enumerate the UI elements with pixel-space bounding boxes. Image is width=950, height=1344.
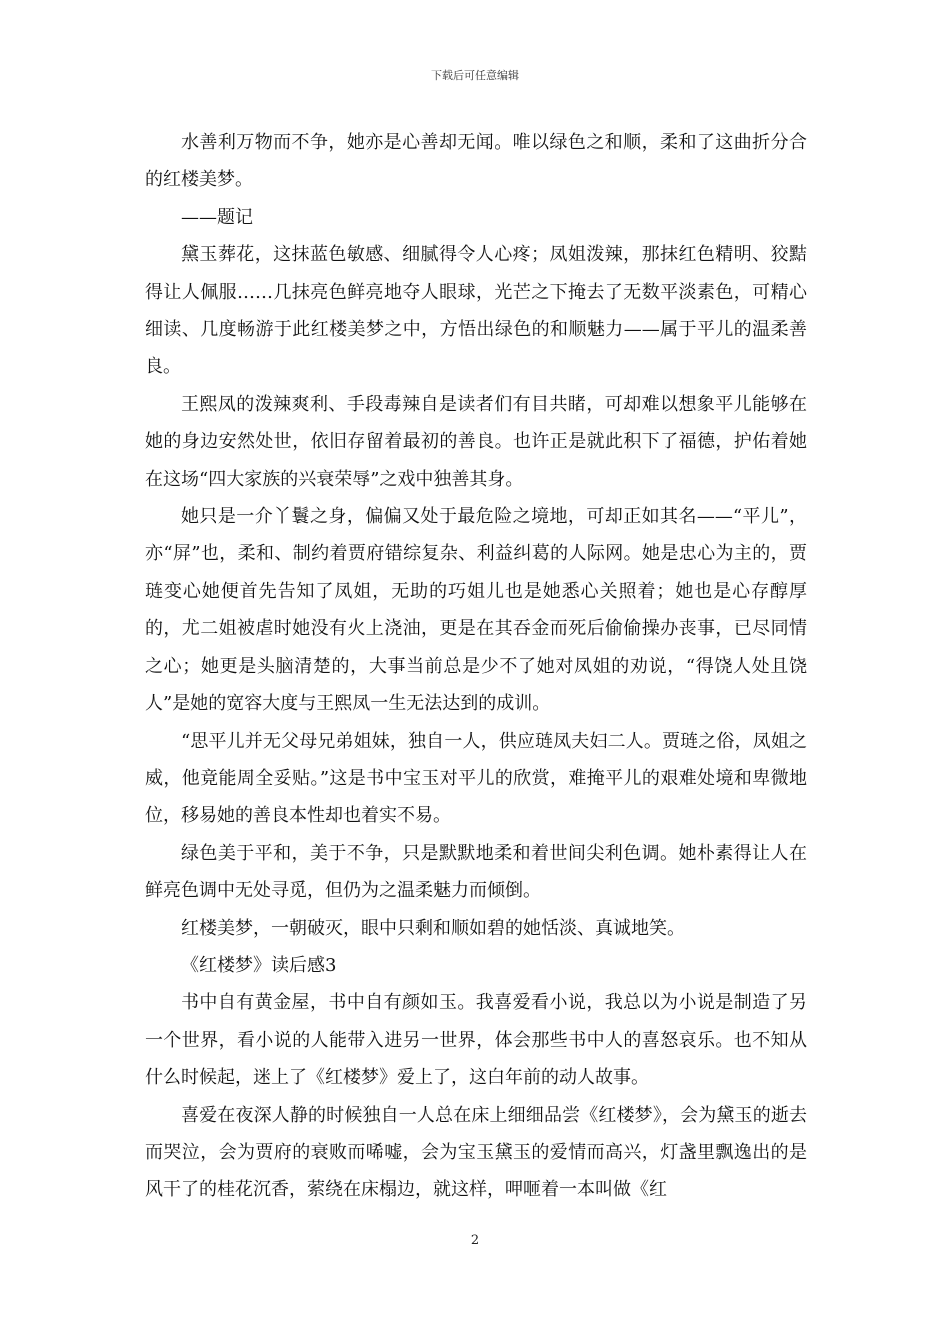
paragraph-4: 王熙凤的泼辣爽利、手段毒辣自是读者们有目共睹，可却难以想象平儿能够在她的身边安然处世，依旧存留着最初的善良。也许正是就此积下了福德，护佑着她在这场“四大家族的兴衰荣辱”之戏中独善其身。 bbox=[145, 393, 807, 490]
paragraph-9: 书中自有黄金屋，书中自有颜如玉。我喜爱看小说，我总以为小说是制造了另一个世界，看小说的人能带入进另一世界，体会那些书中人的喜怒哀乐。也不知从什么时候起，迷上了《红楼梦》爱上了，这白年前的动人故事。 bbox=[145, 992, 807, 1089]
paragraph-6: “思平儿并无父母兄弟姐妹，独自一人，供应琏凤夫妇二人。贾琏之俗，凤姐之威，他竟能周全妥贴。”这是书中宝玉对平儿的欣赏，难掩平儿的艰难处境和卑微地位，移易她的善良本性却也着实不易。 bbox=[145, 730, 807, 827]
paragraph-3: 黛玉葬花，这抹蓝色敏感、细腻得令人心疼；凤姐泼辣，那抹红色精明、狡黠得让人佩服……几抹亮色鲜亮地夺人眼球，光芒之下掩去了无数平淡素色，可精心细读、几度畅游于此红楼美梦之中，方悟出绿色的和顺魅力——属于平儿的温柔善良。 bbox=[145, 244, 807, 378]
paragraph-8: 红楼美梦，一朝破灭，眼中只剩和顺如碧的她恬淡、真诚地笑。 bbox=[181, 917, 685, 939]
section-heading: 《红楼梦》读后感3 bbox=[181, 954, 337, 976]
paragraph-7: 绿色美于平和，美于不争，只是默默地柔和着世间尖利色调。她朴素得让人在鲜亮色调中无处寻觅，但仍为之温柔魅力而倾倒。 bbox=[145, 842, 807, 902]
paragraph-2: ——题记 bbox=[181, 206, 253, 228]
paragraph-5: 她只是一介丫鬟之身，偏偏又处于最危险之境地，可却正如其名——“平儿”，亦“屏”也，柔和、制约着贾府错综复杂、利益纠葛的人际网。她是忠心为主的，贾琏变心她便首先告知了凤姐，无助的巧姐儿也是她悉心关照着；她也是心存醇厚的，尤二姐被虐时她没有火上浇油，更是在其吞金而死后偷偷操办丧事，已尽同情之心；她更是头脑清楚的，大事当前总是少不了她对凤姐的劝说，“得饶人处且饶人”是她的宽容大度与王熙凤一生无法达到的成训。 bbox=[145, 506, 807, 715]
page-number: 2 bbox=[470, 1233, 480, 1248]
paragraph-10: 喜爱在夜深人静的时候独自一人总在床上细细品尝《红楼梦》，会为黛玉的逝去而哭泣，会为贾府的衰败而唏嘘，会为宝玉黛玉的爱情而高兴，灯盏里飘逸出的是风干了的桂花沉香，萦绕在床榻边，就这样，呷咂着一本叫做《红 bbox=[145, 1104, 807, 1201]
paragraph-1: 水善利万物而不争，她亦是心善却无闻。唯以绿色之和顺，柔和了这曲折分合的红楼美梦。 bbox=[145, 132, 807, 191]
document-body bbox=[145, 124, 807, 1209]
page-header: 下载后可任意编辑 bbox=[431, 69, 519, 82]
